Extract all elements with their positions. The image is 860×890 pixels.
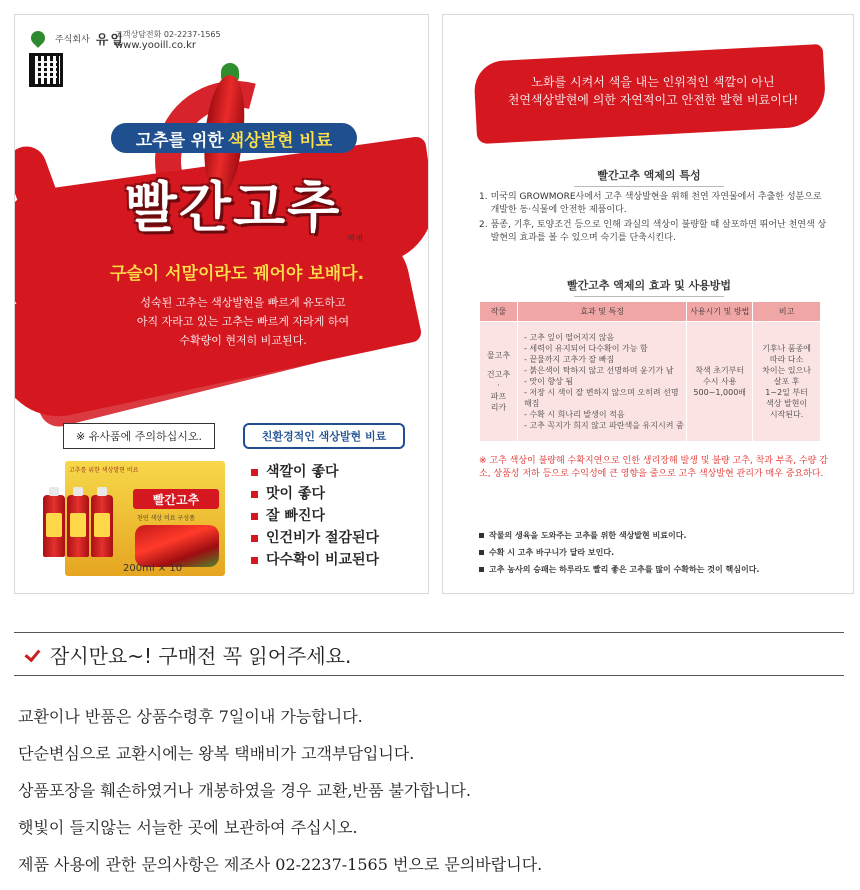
remark-line: 시작된다. <box>769 410 804 419</box>
benefit-text: 인건비가 절감된다 <box>266 530 380 546</box>
benefit-text: 색깔이 좋다 <box>266 464 339 480</box>
effects-cell <box>517 322 686 442</box>
remark-line: 살포 후 <box>773 377 800 386</box>
subtitle-highlight: 색상발현 비료 <box>227 130 333 151</box>
summary-item <box>479 544 849 561</box>
company-logo <box>29 29 125 48</box>
feature-text: 미국의 GROWMORE사에서 고추 색상발현을 위해 천연 자연물에서 추출한 성분으로 개발한 동·식물에 안전한 제품이다. <box>490 192 822 215</box>
bottle-icon <box>43 495 65 557</box>
company-url: www.yooill.co.kr <box>115 40 196 51</box>
summary-item <box>479 561 849 578</box>
usage-title: 빨간고추 액제의 효과 및 사용방법 <box>443 277 854 297</box>
effect-line: - 세력이 유지되어 다수확이 가능 함 <box>523 344 648 353</box>
effect-line: - 끝물까지 고추가 잘 빠짐 <box>523 355 615 364</box>
features-title: 빨간고추 액제의 특성 <box>443 167 854 187</box>
feature-num: 2. <box>479 220 488 230</box>
peppers-image <box>135 525 219 567</box>
company-prefix: 주식회사 <box>55 35 90 45</box>
table-header-row <box>480 302 821 322</box>
lead-line: 수확량이 현저히 비교된다. <box>179 334 307 347</box>
summary-text: 고추 농사의 승패는 하루라도 빨리 좋은 고추를 많이 수확하는 것이 핵심이다. <box>489 565 760 574</box>
feature-item <box>479 191 829 217</box>
usage-table <box>479 301 821 442</box>
remarks-cell <box>753 322 821 442</box>
feature-item <box>479 219 829 245</box>
notice-line: 단순변심으로 교환시에는 왕복 택배비가 고객부담입니다. <box>18 744 415 763</box>
method-cell <box>687 322 753 442</box>
bottle-icon <box>67 495 89 557</box>
warning-note: ※ 고추 색상이 불량해 수확지연으로 인한 생리장해 발생 및 불량 고추, 착과 부족, 수량 감소, 상품성 저하 등으로 수익성에 큰 영향을 줄으로 고추 색상발현 관리가 매우 중요하다. <box>479 456 828 479</box>
features-list <box>479 191 829 247</box>
effect-line: - 붉은색이 탁하지 않고 선명하며 윤기가 남 <box>523 366 674 375</box>
benefit-text: 다수확이 비교된다 <box>266 552 380 568</box>
leaf-icon <box>29 31 49 47</box>
bullet-square-icon <box>251 513 258 520</box>
natural-line: 천연색상발현에 의한 자연적이고 안전한 발현 비료이다! <box>507 93 799 107</box>
eco-banner: 친환경적인 색상발현 비료 <box>243 423 405 449</box>
summary-list <box>479 527 849 578</box>
benefit-text: 잘 빠진다 <box>266 508 325 524</box>
bullet-square-icon <box>479 533 484 538</box>
subtitle-pre: 고추를 위한 <box>135 130 224 151</box>
feature-num: 1. <box>479 192 488 202</box>
summary-text: 수확 시 고추 바구니가 달라 보인다. <box>489 548 615 557</box>
product-title: 빨간고추 <box>124 176 342 239</box>
notice-list <box>18 698 848 883</box>
company-name: 유일 <box>95 33 125 48</box>
notice-line: 교환이나 반품은 상품수령후 7일이내 가능합니다. <box>18 707 363 726</box>
lead-line: 성숙된 고추는 색상발현을 빠르게 유도하고 <box>140 296 346 309</box>
method-line: 착색 초기부터 <box>695 366 745 375</box>
feature-text: 품종, 기후, 토양조건 등으로 인해 과실의 색상이 불량할 때 살포하면 뛰어난 천연색 상발현의 효과를 볼 수 있으며 숙기를 단축시킨다. <box>490 220 827 243</box>
crop-name: 건고추 <box>486 370 511 379</box>
table-header: 작물 <box>480 302 518 322</box>
qr-code-icon <box>29 53 63 87</box>
notice-title: 잠시만요~! 구매전 꼭 읽어주세요. <box>50 643 352 668</box>
effect-line: - 고추 잎이 떨어지지 않음 <box>523 333 615 342</box>
crop-separator: · <box>497 381 500 390</box>
benefit-item <box>251 483 379 505</box>
summary-text: 작물의 생육을 도와주는 고추를 위한 색상발현 비료이다. <box>489 531 687 540</box>
table-row <box>480 322 821 442</box>
notice-line: 햇빛이 들지않는 서늘한 곳에 보관하여 주십시오. <box>18 818 358 837</box>
product-package <box>65 461 225 576</box>
lead-text <box>123 293 363 350</box>
remark-line: 기후나 품종에 <box>762 344 812 353</box>
natural-statement <box>483 73 823 109</box>
remark-line: 따라 다소 <box>769 355 804 364</box>
crop-name: 파프리카 <box>490 392 507 412</box>
benefit-item <box>251 505 379 527</box>
notice-line: 제품 사용에 관한 문의사항은 제조사 02-2237-1565 번으로 문의바랍니다. <box>18 855 543 874</box>
table-header: 효과 및 특징 <box>517 302 686 322</box>
table-header: 비고 <box>753 302 821 322</box>
effect-line: - 고추 꼭지가 희지 않고 파란색을 유지시켜 줌 <box>523 421 684 430</box>
benefit-text: 맛이 좋다 <box>266 486 325 502</box>
benefit-item <box>251 527 379 549</box>
method-line: 500~1,000배 <box>693 388 747 397</box>
notice-line: 상품포장을 훼손하였거나 개봉하였을 경우 교환,반품 불가합니다. <box>18 781 471 800</box>
box-top-text: 고추를 위한 색상발현 비료 <box>69 467 139 474</box>
bullet-square-icon <box>251 469 258 476</box>
method-line: 수시 사용 <box>702 377 737 386</box>
benefit-item <box>251 549 379 571</box>
benefit-item <box>251 461 379 483</box>
benefit-list <box>251 461 379 571</box>
bullet-square-icon <box>251 535 258 542</box>
subtitle-banner <box>111 123 357 153</box>
natural-line: 노화를 시켜서 색을 내는 인위적인 색깔이 아닌 <box>531 75 775 89</box>
effect-line: - 맛이 향상 됨 <box>523 377 574 386</box>
checkmark-icon <box>26 646 42 662</box>
lead-line: 아직 자라고 있는 고추는 빠르게 자라게 하여 <box>136 315 350 328</box>
notice-header <box>14 632 844 676</box>
bottle-icon <box>91 495 113 557</box>
company-contact <box>115 29 221 51</box>
summary-item <box>479 527 849 544</box>
remark-line: 차이는 있으나 <box>762 366 812 375</box>
bullet-square-icon <box>479 550 484 555</box>
package-volume: 200ml × 10 <box>123 563 183 574</box>
product-details <box>442 14 854 594</box>
crop-name: 물고추 <box>486 351 511 360</box>
slogan: 구슬이 서말이라도 꿰어야 보배다. <box>109 264 365 284</box>
company-phone: 고객상담전화 02-2237-1565 <box>115 30 221 39</box>
remark-line: 색상 발현이 <box>766 399 808 408</box>
remark-line: 1~2일 부터 <box>765 388 808 397</box>
bullet-square-icon <box>479 567 484 572</box>
box-subtitle: 천연 색상 비료 구성품 <box>137 515 195 522</box>
bullet-square-icon <box>251 557 258 564</box>
bullet-square-icon <box>251 491 258 498</box>
effect-line: - 수확 시 희나리 발생이 적음 <box>523 410 625 419</box>
crop-cell <box>480 322 518 442</box>
product-poster <box>14 14 429 594</box>
box-title: 빨간고추 <box>133 489 219 509</box>
table-header: 사용시기 및 방법 <box>687 302 753 322</box>
title-suffix: 액제 <box>347 234 363 243</box>
caution-box: ※ 유사품에 주의하십시오. <box>63 423 215 449</box>
effect-line: - 저장 시 색이 잘 변하지 않으며 오히려 선명해짐 <box>523 388 679 408</box>
